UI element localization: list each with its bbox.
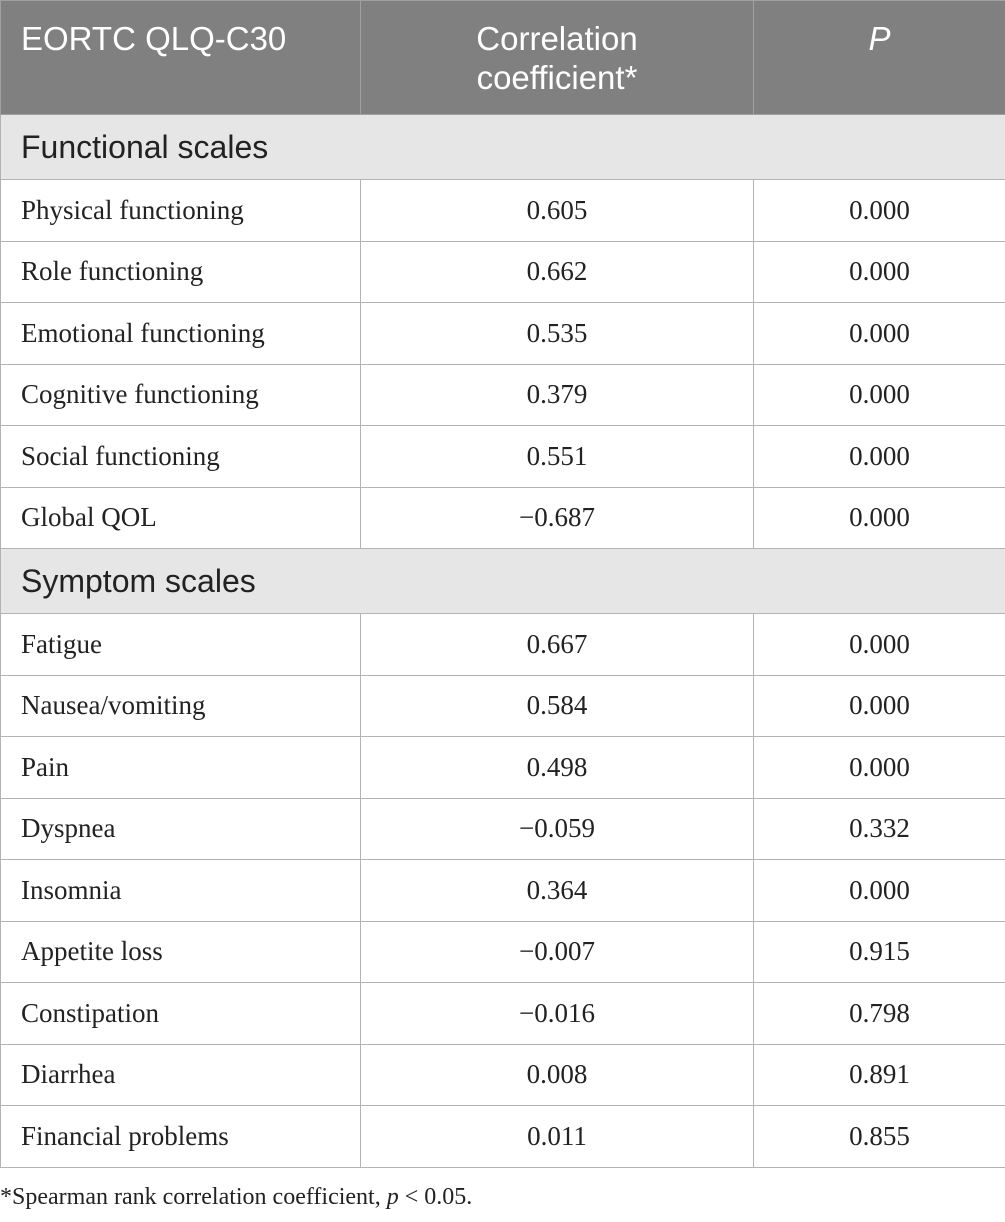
row-label: Constipation: [1, 983, 361, 1045]
table-row: [1, 364, 1005, 426]
correlation-coefficient-cell: 0.605: [361, 180, 754, 242]
correlation-coefficient-cell: 0.008: [361, 1044, 754, 1106]
footnote-p-symbol: p: [386, 1184, 399, 1210]
p-value-cell: 0.891: [754, 1044, 1005, 1106]
correlation-coefficient-cell: 0.364: [361, 860, 754, 922]
p-value-cell: 0.000: [754, 614, 1005, 676]
correlation-coefficient-cell: 0.584: [361, 675, 754, 737]
header-correlation-line2: coefficient*: [476, 59, 638, 96]
correlation-coefficient-cell: 0.011: [361, 1106, 754, 1168]
section-header-row: [1, 549, 1005, 614]
table-row: [1, 487, 1005, 549]
correlation-coefficient-cell: −0.059: [361, 798, 754, 860]
p-value-cell: 0.000: [754, 675, 1005, 737]
p-value-cell: 0.000: [754, 487, 1005, 549]
table-body: [1, 115, 1005, 1168]
p-value-cell: 0.000: [754, 303, 1005, 365]
row-label: Nausea/vomiting: [1, 675, 361, 737]
table-row: [1, 798, 1005, 860]
p-value-cell: 0.915: [754, 921, 1005, 983]
section-header-row: [1, 115, 1005, 180]
table-header-row: [1, 1, 1005, 115]
correlation-coefficient-cell: 0.551: [361, 426, 754, 488]
table-row: [1, 921, 1005, 983]
header-correlation-coefficient: [361, 1, 754, 115]
correlation-coefficient-cell: −0.687: [361, 487, 754, 549]
p-value-cell: 0.332: [754, 798, 1005, 860]
row-label: Dyspnea: [1, 798, 361, 860]
p-value-cell: 0.000: [754, 241, 1005, 303]
table-row: [1, 737, 1005, 799]
table-row: [1, 1106, 1005, 1168]
header-correlation-line1: Correlation: [476, 20, 638, 57]
header-eortc: EORTC QLQ-C30: [1, 1, 361, 115]
footnote-suffix: < 0.05.: [398, 1184, 473, 1210]
table-row: [1, 180, 1005, 242]
correlation-coefficient-cell: 0.667: [361, 614, 754, 676]
row-label: Emotional functioning: [1, 303, 361, 365]
table-footnote: [0, 1184, 472, 1211]
section-title: Functional scales: [1, 115, 1005, 180]
table-row: [1, 983, 1005, 1045]
p-value-cell: 0.855: [754, 1106, 1005, 1168]
row-label: Role functioning: [1, 241, 361, 303]
row-label: Diarrhea: [1, 1044, 361, 1106]
p-value-cell: 0.000: [754, 426, 1005, 488]
correlation-coefficient-cell: −0.016: [361, 983, 754, 1045]
row-label: Social functioning: [1, 426, 361, 488]
table-row: [1, 1044, 1005, 1106]
row-label: Appetite loss: [1, 921, 361, 983]
table-row: [1, 614, 1005, 676]
correlation-coefficient-cell: 0.662: [361, 241, 754, 303]
row-label: Insomnia: [1, 860, 361, 922]
header-p-value: P: [754, 1, 1005, 115]
row-label: Financial problems: [1, 1106, 361, 1168]
row-label: Global QOL: [1, 487, 361, 549]
footnote-prefix: *Spearman rank correlation coefficient,: [0, 1184, 387, 1210]
table-row: [1, 241, 1005, 303]
row-label: Fatigue: [1, 614, 361, 676]
row-label: Pain: [1, 737, 361, 799]
correlation-coefficient-cell: 0.379: [361, 364, 754, 426]
p-value-cell: 0.000: [754, 180, 1005, 242]
p-value-cell: 0.000: [754, 364, 1005, 426]
table-row: [1, 860, 1005, 922]
table-row: [1, 426, 1005, 488]
p-value-cell: 0.000: [754, 737, 1005, 799]
correlation-coefficient-cell: 0.498: [361, 737, 754, 799]
row-label: Physical functioning: [1, 180, 361, 242]
p-value-cell: 0.000: [754, 860, 1005, 922]
p-value-cell: 0.798: [754, 983, 1005, 1045]
table-row: [1, 675, 1005, 737]
table-row: [1, 303, 1005, 365]
row-label: Cognitive functioning: [1, 364, 361, 426]
correlation-coefficient-cell: −0.007: [361, 921, 754, 983]
correlation-coefficient-cell: 0.535: [361, 303, 754, 365]
section-title: Symptom scales: [1, 549, 1005, 614]
